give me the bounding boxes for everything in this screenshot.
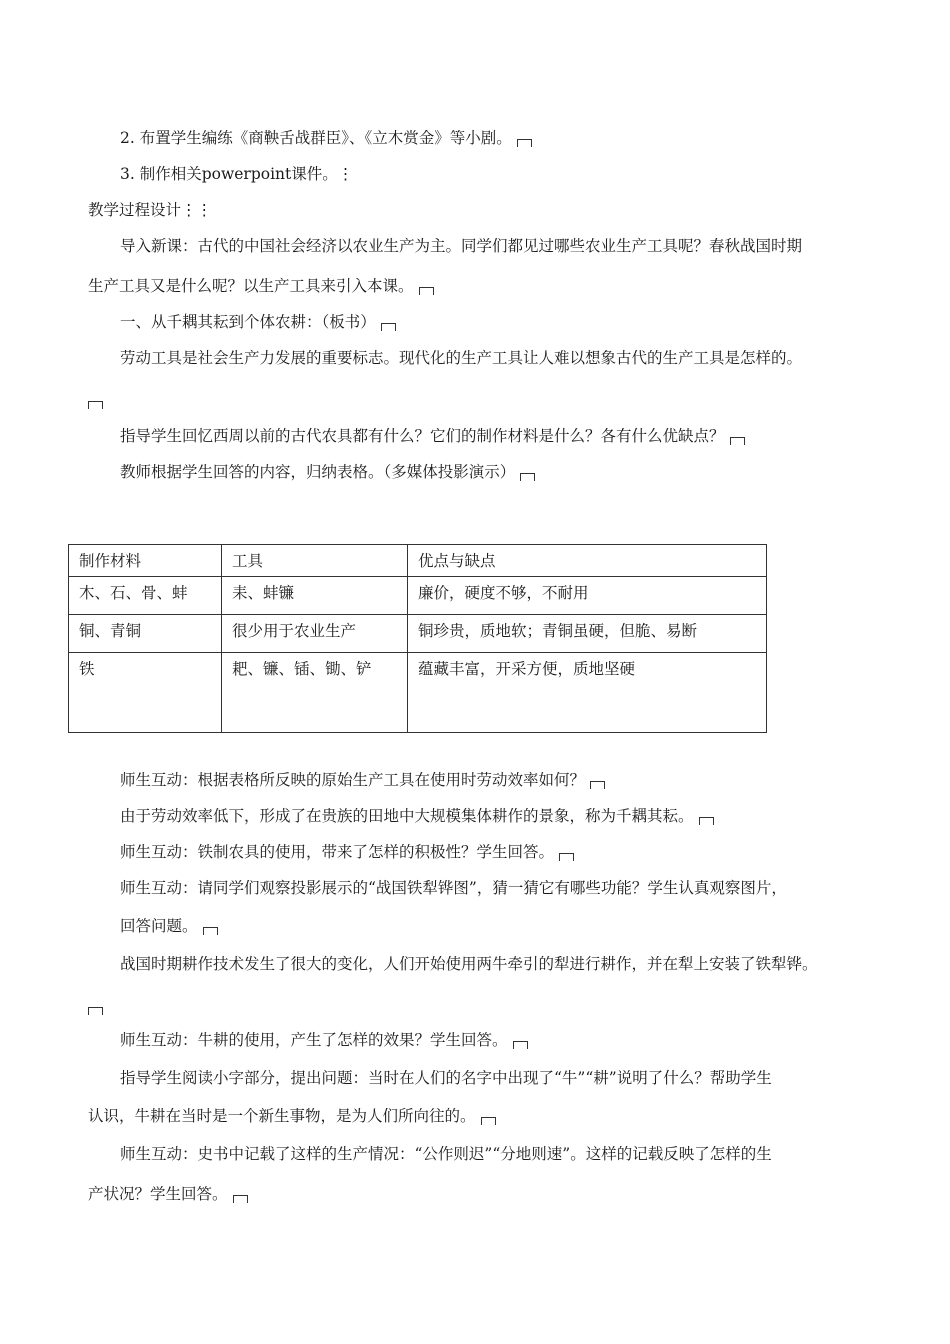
paragraph-mark-icon	[203, 927, 218, 935]
tools-table	[68, 544, 767, 733]
paragraph-mark-icon	[88, 1007, 103, 1015]
prep-item-3: 3. 制作相关powerpoint课件。⋮	[120, 165, 354, 183]
table-cell: 铜、青铜	[69, 615, 222, 653]
table-header-cell: 优点与缺点	[408, 545, 767, 577]
after-paragraph-6: 师生互动：牛耕的使用，产生了怎样的效果？学生回答。	[120, 1030, 528, 1050]
table-cell: 耙、镰、锸、锄、铲	[222, 653, 408, 733]
paragraph-mark-icon	[699, 817, 714, 825]
table-cell: 木、石、骨、蚌	[69, 577, 222, 615]
table-row	[69, 653, 767, 733]
paragraph-mark-icon	[381, 323, 396, 331]
after-paragraph-8-line-1: 师生互动：史书中记载了这样的生产情况：“公作则迟”“分地则速”。这样的记载反映了怎样的生	[120, 1145, 772, 1163]
table-header-cell: 工具	[222, 545, 408, 577]
table-header-row	[69, 545, 767, 577]
table-header-cell: 制作材料	[69, 545, 222, 577]
paragraph-mark-icon	[730, 437, 745, 445]
paragraph-mark-icon	[481, 1117, 496, 1125]
intro-line-2: 生产工具又是什么呢？以生产工具来引入本课。	[88, 276, 434, 296]
table-cell: 铜珍贵，质地软；青铜虽硬，但脆、易断	[408, 615, 767, 653]
process-heading: 教学过程设计⋮⋮	[88, 201, 213, 219]
after-paragraph-2: 由于劳动效率低下，形成了在贵族的田地中大规模集体耕作的景象，称为千耦其耘。	[120, 806, 714, 826]
after-paragraph-8-line-2: 产状况？学生回答。	[88, 1184, 248, 1204]
tools-intro: 劳动工具是社会生产力发展的重要标志。现代化的生产工具让人难以想象古代的生产工具是怎样的。	[120, 349, 803, 367]
after-paragraph-7-line-1: 指导学生阅读小字部分，提出问题：当时在人们的名字中出现了“牛”“耕”说明了什么？帮助学生	[120, 1069, 772, 1087]
after-paragraph-7-line-2: 认识，牛耕在当时是一个新生事物，是为人们所向往的。	[88, 1106, 496, 1126]
table-cell: 廉价，硬度不够，不耐用	[408, 577, 767, 615]
after-paragraph-5: 战国时期耕作技术发生了很大的变化，人们开始使用两牛牵引的犁进行耕作，并在犁上安装了铁犁铧。	[120, 955, 818, 973]
table-cell: 很少用于农业生产	[222, 615, 408, 653]
paragraph-mark-icon	[419, 287, 434, 295]
table-row	[69, 615, 767, 653]
table-cell: 铁	[69, 653, 222, 733]
table-cell: 蕴藏丰富，开采方便，质地坚硬	[408, 653, 767, 733]
summary-note: 教师根据学生回答的内容，归纳表格。（多媒体投影演示）	[120, 462, 535, 482]
paragraph-mark-icon	[520, 473, 535, 481]
paragraph-mark-icon	[233, 1195, 248, 1203]
paragraph-mark-icon	[559, 853, 574, 861]
empty-paragraph	[88, 390, 103, 410]
paragraph-mark-icon	[88, 401, 103, 409]
section-1-title: 一、从千耦其耘到个体农耕：（板书）	[120, 312, 396, 332]
intro-line-1: 导入新课：古代的中国社会经济以农业生产为主。同学们都见过哪些农业生产工具呢？春秋战国时期	[120, 237, 803, 255]
paragraph-mark-icon	[517, 139, 532, 147]
guide-question: 指导学生回忆西周以前的古代农具都有什么？它们的制作材料是什么？各有什么优缺点？	[120, 426, 745, 446]
table-row	[69, 577, 767, 615]
prep-item-2: 2. 布置学生编练《商鞅舌战群臣》、《立木赏金》等小剧。	[120, 128, 532, 148]
after-paragraph-3: 师生互动：铁制农具的使用，带来了怎样的积极性？学生回答。	[120, 842, 574, 862]
after-paragraph-4-line-1: 师生互动：请同学们观察投影展示的“战国铁犁铧图”，猜一猜它有哪些功能？学生认真观察图片，	[120, 879, 787, 897]
paragraph-mark-icon	[590, 781, 605, 789]
empty-paragraph	[88, 996, 103, 1016]
paragraph-mark-icon	[513, 1041, 528, 1049]
table-cell: 耒、蚌镰	[222, 577, 408, 615]
after-paragraph-1: 师生互动：根据表格所反映的原始生产工具在使用时劳动效率如何？	[120, 770, 605, 790]
after-paragraph-4-line-2: 回答问题。	[120, 916, 218, 936]
